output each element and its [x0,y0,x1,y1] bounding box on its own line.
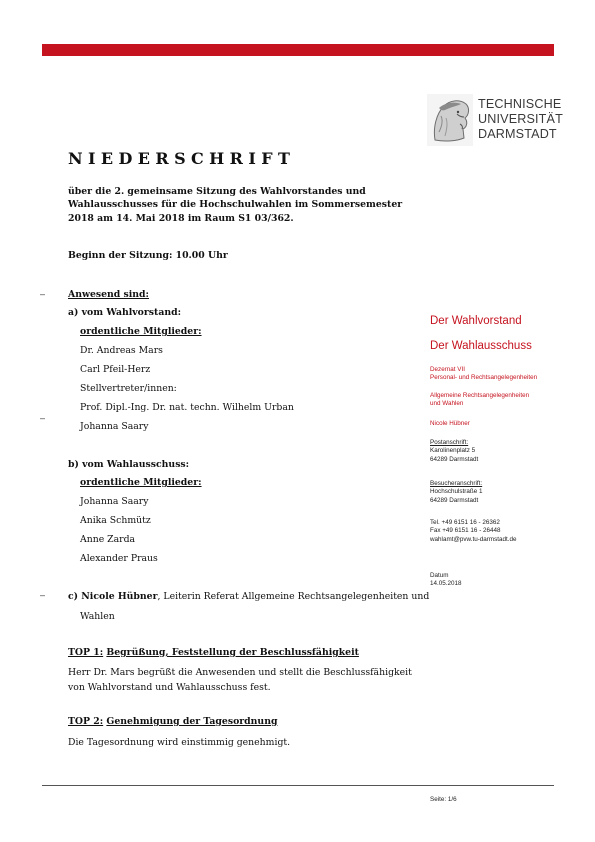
sidebar-org-wahlausschuss: Der Wahlausschuss [430,340,532,352]
sidebar-fax: Fax +49 6151 16 - 26448 [430,527,501,535]
section-b-label: b) vom Wahlausschuss: [68,459,190,470]
athene-head-icon [427,94,473,146]
attendee-name: Anika Schmütz [80,515,151,526]
section-a-label: a) vom Wahlvorstand: [68,307,182,318]
section-c-role: , Leiterin Referat Allgemeine Rechtsangelegenheiten und [157,591,430,602]
sidebar-department-line: Personal- und Rechtsangelegenheiten [430,374,538,381]
agenda-item-text: Die Tagesordnung wird einstimmig genehmigt. [68,737,291,748]
sidebar-date-block [430,572,462,589]
logo-line: UNIVERSITÄT [478,112,563,126]
attendee-name: Prof. Dipl.-Ing. Dr. nat. techn. Wilhelm Urban [80,402,294,413]
sidebar-visitor-address [430,480,483,505]
attendee-name: Anne Zarda [80,534,136,545]
section-c-name: c) Nicole Hübner [68,591,158,602]
sidebar-address-line: 64289 Darmstadt [430,496,479,504]
logo-line: DARMSTADT [478,127,557,141]
section-a-deputies-label: Stellvertreter/innen: [80,383,177,394]
agenda-item-heading [68,647,359,658]
sidebar-address-line: 64289 Darmstadt [430,455,479,463]
attendee-name: Johanna Saary [80,496,149,507]
logo-line: TECHNISCHE [478,97,562,111]
section-a-members-label: ordentliche Mitglieder: [80,326,202,337]
section-b-members-label: ordentliche Mitglieder: [80,477,202,488]
agenda-item-title: Genehmigung der Tagesordnung [106,716,278,727]
sidebar-visitor-label: Besucheranschrift: [430,480,483,487]
sidebar-phone: Tel. +49 6151 16 - 26362 [430,519,500,526]
logo-wordmark [478,97,563,142]
sidebar-date: 14.05.2018 [430,580,462,588]
attendee-name: Alexander Praus [80,553,158,564]
attendee-name: Johanna Saary [80,421,149,432]
sidebar-address-line: Karolinenplatz 5 [430,447,476,455]
agenda-item-heading [68,716,277,727]
sidebar-email: wahlamt@pvw.tu-darmstadt.de [430,535,517,543]
margin-fold-mark: – [40,289,46,299]
footer-divider [42,785,554,786]
sidebar-contact-details [430,519,517,544]
agenda-item-title: Begrüßung, Feststellung der Beschlussfähigkeit [106,647,359,658]
sidebar-date-label: Datum [430,572,449,579]
sidebar-unit [430,392,529,408]
agenda-item-text: Herr Dr. Mars begrüßt die Anwesenden und stellt die Beschlussfähigkeit von Wahlvorstand und Wahlausschuss fest. [68,667,412,694]
sidebar-postal-label: Postanschrift: [430,439,469,446]
session-start: Beginn der Sitzung: 10.00 Uhr [68,250,228,261]
intro-paragraph: über die 2. gemeinsame Sitzung des Wahlvorstandes und Wahlausschusses für die Hochschulwahlen im Sommersemester 2018 am 14. Mai 2018 im Raum S1 03/362. [68,186,403,224]
margin-hole-mark: – [40,590,46,600]
attendee-name: Dr. Andreas Mars [80,345,163,356]
sidebar-unit-line: und Wahlen [430,400,464,407]
agenda-item-label: TOP 2: [68,716,104,727]
sidebar-org-wahlvorstand: Der Wahlvorstand [430,315,522,327]
sidebar-unit-line: Allgemeine Rechtsangelegenheiten [430,392,530,399]
section-c-role-continued: Wahlen [80,611,115,622]
sidebar-address-line: Hochschulstraße 1 [430,488,483,496]
tu-darmstadt-logo [427,94,575,152]
section-c-line [68,591,429,602]
sidebar-postal-address [430,439,478,464]
sidebar-department [430,366,537,382]
attendance-heading: Anwesend sind: [68,289,149,300]
margin-fold-mark: – [40,413,46,423]
sidebar-department-line: Dezernat VII [430,366,465,373]
agenda-item-label: TOP 1: [68,647,104,658]
document-title: NIEDERSCHRIFT [68,149,296,168]
header-red-bar [42,44,554,56]
attendee-name: Carl Pfeil-Herz [80,364,151,375]
page-number: Seite: 1/6 [430,796,457,803]
sidebar-contact-name: Nicole Hübner [430,420,470,427]
